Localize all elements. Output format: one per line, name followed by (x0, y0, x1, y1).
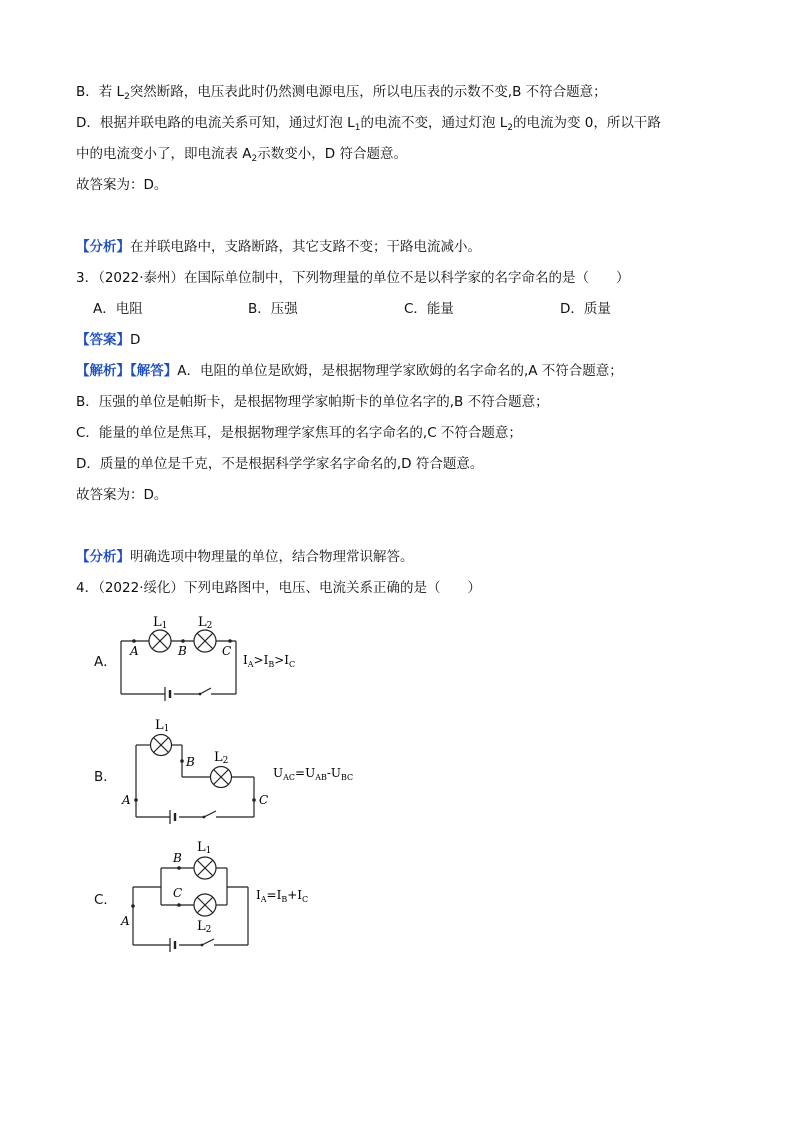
point-a-label: A (122, 793, 131, 807)
q4-option-c-label: C． (94, 892, 117, 908)
point-c-label: C (259, 793, 269, 807)
circuit-diagram-a (110, 610, 370, 710)
q3-solution-b: B．压强的单位是帕斯卡，是根据物理学家帕斯卡的单位名字的,B 不符合题意； (76, 394, 549, 410)
point-b-label: B (173, 851, 182, 865)
q4-option-a-label: A． (94, 654, 117, 670)
switch-icon (200, 688, 211, 694)
q4-option-b-label: B． (94, 769, 117, 785)
q3-answer: 【答案】D (76, 332, 141, 348)
point-a-label: A (121, 914, 130, 928)
q2-option-d-explanation-cont: 中的电流变小了，即电流表 $A_2$示数变小，D 符合题意。 (76, 146, 407, 164)
q3-solution-a: 【解析】【解答】A．电阻的单位是欧姆，是根据物理学家欧姆的名字命名的,A 不符合题意； (76, 363, 623, 379)
point-a-label: A (130, 644, 139, 658)
lamp-l2-icon (194, 630, 216, 652)
lamp-l2-icon (211, 767, 232, 788)
q3-option-c: C．能量 (404, 301, 454, 317)
lamp-l1-icon (151, 735, 172, 756)
switch-icon (204, 811, 216, 817)
q3-solution-c: C．能量的单位是焦耳，是根据物理学家焦耳的名字命名的,C 不符合题意； (76, 425, 522, 441)
q3-option-b: B．压强 (248, 301, 298, 317)
q2-answer: 故答案为：D。 (76, 177, 168, 193)
lamp-l2-label: L2 (197, 919, 212, 935)
lamp-l1-icon (149, 630, 171, 652)
point-b-label: B (186, 755, 195, 769)
q2-option-d-explanation: D．根据并联电路的电流关系可知，通过灯泡 $L_1$的电流不变，通过灯泡 $L_2$的电流为变 0，所以干路 (76, 115, 661, 133)
lamp-l2-label: L2 (198, 615, 213, 631)
q3-solution-d: D．质量的单位是千克，不是根据科学学家名字命名的,D 符合题意。 (76, 456, 484, 472)
point-c-label: C (173, 886, 183, 900)
q3-option-a: A．电阻 (93, 301, 143, 317)
lamp-l2-icon (194, 894, 216, 916)
q3-stem: 3．（2022·泰州）在国际单位制中，下列物理量的单位不是以科学家的名字命名的是（ ） (76, 270, 630, 286)
lamp-l1-label: L1 (155, 718, 170, 734)
lamp-l1-icon (194, 857, 216, 879)
lamp-l2-label: L2 (214, 750, 229, 766)
lamp-l1-label: L1 (153, 615, 168, 631)
q3-option-d: D．质量 (560, 301, 611, 317)
point-c-label: C (222, 644, 232, 658)
lamp-l1-label: L1 (197, 840, 212, 856)
switch-icon (202, 939, 214, 945)
q2-option-b-explanation: B．若 $L_2$突然断路，电压表此时仍然测电源电压，所以电压表的示数不变,B 不符合题意； (76, 84, 607, 102)
q2-analysis: 【分析】在并联电路中，支路断路，其它支路不变；干路电流减小。 (76, 239, 481, 255)
point-b-label: B (178, 644, 187, 658)
relation-b: $U_{AC}=U_{AB}-U_{BC}$ (273, 766, 354, 782)
circuit-diagram-b (120, 715, 380, 830)
q4-stem: 4．（2022·绥化）下列电路图中，电压、电流关系正确的是（ ） (76, 580, 481, 596)
relation-a: $I_A>I_B>I_C$ (243, 653, 296, 669)
q3-answer-line: 故答案为：D。 (76, 487, 168, 503)
relation-c: $I_A=I_B+I_C$ (256, 888, 309, 904)
circuit-diagram-c (115, 835, 375, 955)
q3-analysis: 【分析】明确选项中物理量的单位，结合物理常识解答。 (76, 549, 414, 565)
